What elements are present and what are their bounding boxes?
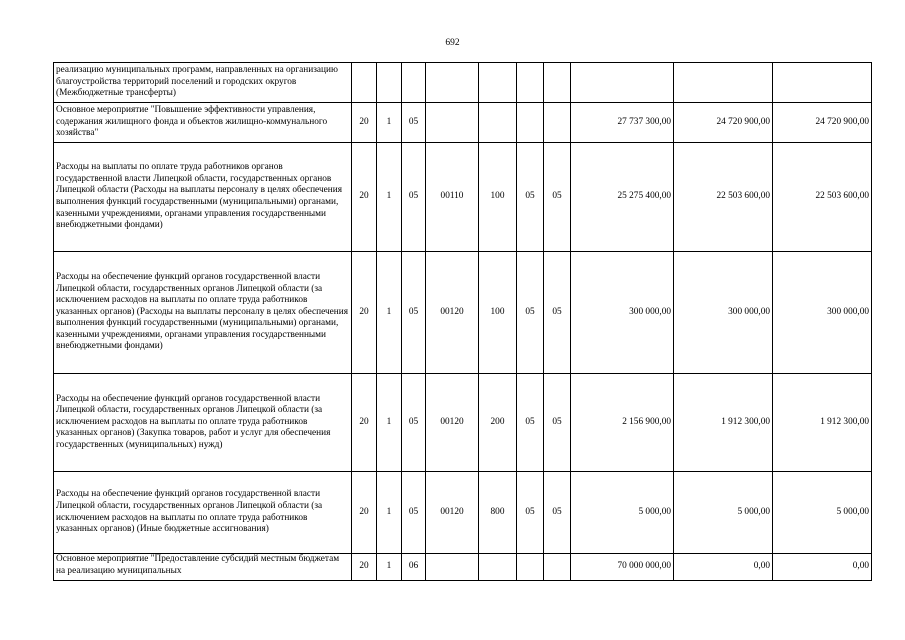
amount-cell: 5 000,00 <box>674 472 773 554</box>
code-cell: 20 <box>352 103 377 143</box>
amount-cell: 27 737 300,00 <box>571 103 674 143</box>
code-cell: 05 <box>517 143 544 252</box>
amount-cell: 22 503 600,00 <box>773 143 872 252</box>
code-cell <box>352 63 377 103</box>
code-cell <box>517 554 544 581</box>
code-cell <box>426 63 479 103</box>
amount-cell: 1 912 300,00 <box>773 374 872 472</box>
code-cell <box>479 554 517 581</box>
amount-cell: 22 503 600,00 <box>674 143 773 252</box>
page-number: 692 <box>445 38 460 48</box>
row-description: Расходы на обеспечение функций органов государственной власти Липецкой области, государственных органов Липецкой области (за исключением расходов на выплаты по оплате труда работников указанных органов) (Иные бюджетные ассигнования) <box>54 472 352 554</box>
code-cell: 20 <box>352 472 377 554</box>
code-cell: 05 <box>402 472 426 554</box>
code-cell: 20 <box>352 143 377 252</box>
row-description: Основное мероприятие "Предоставление субсидий местным бюджетам на реализацию муниципальных <box>54 554 352 581</box>
code-cell: 05 <box>402 143 426 252</box>
code-cell: 06 <box>402 554 426 581</box>
code-cell: 00120 <box>426 472 479 554</box>
amount-cell: 25 275 400,00 <box>571 143 674 252</box>
code-cell <box>517 103 544 143</box>
row-description: Расходы на выплаты по оплате труда работников органов государственной власти Липецкой области, государственных органов Липецкой области (Расходы на выплаты персоналу в целях обеспечения выполнения функций государственными (муниципальными) органами, казенными учреждениями, органами управления государственными внебюджетными фондами) <box>54 143 352 252</box>
table-row <box>54 63 872 103</box>
code-cell <box>402 63 426 103</box>
amount-cell: 300 000,00 <box>674 252 773 374</box>
code-cell: 1 <box>377 472 402 554</box>
code-cell <box>517 63 544 103</box>
code-cell: 00120 <box>426 252 479 374</box>
code-cell <box>426 103 479 143</box>
code-cell: 05 <box>517 472 544 554</box>
table-row <box>54 252 872 374</box>
code-cell: 1 <box>377 103 402 143</box>
table-row <box>54 143 872 252</box>
amount-cell: 300 000,00 <box>571 252 674 374</box>
row-description: Расходы на обеспечение функций органов государственной власти Липецкой области, государственных органов Липецкой области (за исключением расходов на выплаты по оплате труда работников указанных органов) (Закупка товаров, работ и услуг для обеспечения государственных (муниципальных) нужд) <box>54 374 352 472</box>
code-cell: 100 <box>479 143 517 252</box>
amount-cell <box>571 63 674 103</box>
amount-cell: 24 720 900,00 <box>674 103 773 143</box>
code-cell <box>544 63 571 103</box>
code-cell: 05 <box>402 252 426 374</box>
code-cell: 1 <box>377 554 402 581</box>
code-cell: 00120 <box>426 374 479 472</box>
amount-cell: 2 156 900,00 <box>571 374 674 472</box>
amount-cell <box>773 63 872 103</box>
amount-cell: 0,00 <box>773 554 872 581</box>
code-cell: 05 <box>402 374 426 472</box>
code-cell: 200 <box>479 374 517 472</box>
amount-cell <box>674 63 773 103</box>
code-cell: 05 <box>402 103 426 143</box>
table-row <box>54 554 872 581</box>
amount-cell: 1 912 300,00 <box>674 374 773 472</box>
code-cell: 1 <box>377 252 402 374</box>
code-cell: 05 <box>544 252 571 374</box>
table-row <box>54 472 872 554</box>
amount-cell: 0,00 <box>674 554 773 581</box>
code-cell: 05 <box>544 472 571 554</box>
amount-cell: 5 000,00 <box>773 472 872 554</box>
code-cell <box>377 63 402 103</box>
table-row <box>54 374 872 472</box>
code-cell: 05 <box>544 374 571 472</box>
code-cell: 800 <box>479 472 517 554</box>
code-cell: 05 <box>517 252 544 374</box>
row-description: Расходы на обеспечение функций органов государственной власти Липецкой области, государственных органов Липецкой области (за исключением расходов на выплаты по оплате труда работников указанных органов) (Расходы на выплаты персоналу в целях обеспечения выполнения функций государственными (муниципальными) органами, казенными учреждениями, органами управления государственными внебюджетными фондами) <box>54 252 352 374</box>
code-cell: 100 <box>479 252 517 374</box>
code-cell: 1 <box>377 143 402 252</box>
code-cell: 20 <box>352 554 377 581</box>
amount-cell: 5 000,00 <box>571 472 674 554</box>
code-cell: 20 <box>352 374 377 472</box>
amount-cell: 300 000,00 <box>773 252 872 374</box>
code-cell <box>426 554 479 581</box>
code-cell: 00110 <box>426 143 479 252</box>
code-cell <box>479 63 517 103</box>
code-cell <box>544 103 571 143</box>
code-cell: 20 <box>352 252 377 374</box>
row-description: реализацию муниципальных программ, направленных на организацию благоустройства территорий поселений и городских округов (Межбюджетные трансферты) <box>54 63 352 103</box>
code-cell: 05 <box>544 143 571 252</box>
code-cell: 1 <box>377 374 402 472</box>
row-description: Основное мероприятие "Повышение эффективности управления, содержания жилищного фонда и объектов жилищно-коммунального хозяйства" <box>54 103 352 143</box>
code-cell <box>479 103 517 143</box>
code-cell: 05 <box>517 374 544 472</box>
amount-cell: 24 720 900,00 <box>773 103 872 143</box>
table-row <box>54 103 872 143</box>
budget-table <box>53 62 872 581</box>
code-cell <box>544 554 571 581</box>
amount-cell: 70 000 000,00 <box>571 554 674 581</box>
